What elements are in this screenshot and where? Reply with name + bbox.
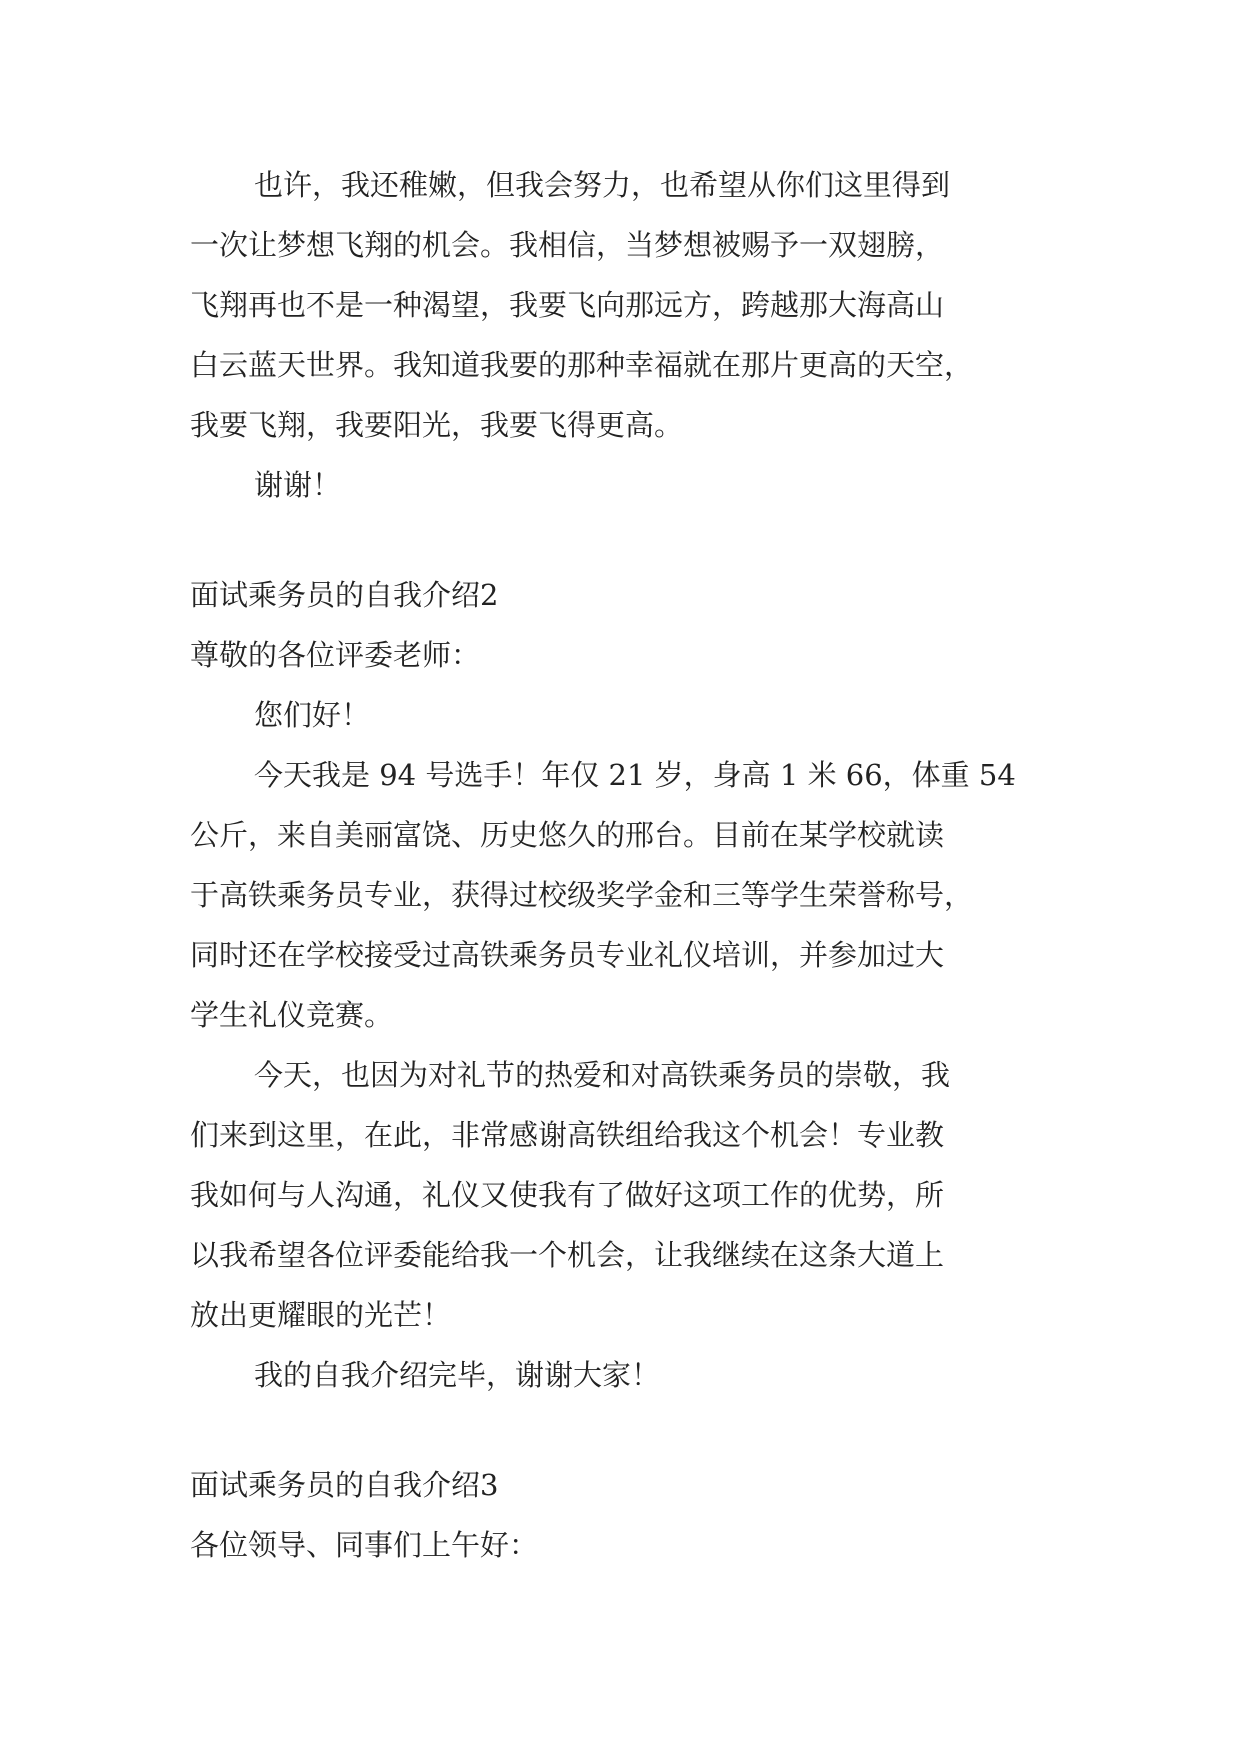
section-heading: 面试乘务员的自我介绍2 (190, 578, 499, 612)
salutation: 各位领导、同事们上午好： (190, 1528, 539, 1562)
paragraph-line: 一次让梦想飞翔的机会。我相信，当梦想被赐予一双翅膀， (190, 228, 945, 262)
salutation: 尊敬的各位评委老师： (190, 638, 481, 672)
paragraph-line: 于高铁乘务员专业，获得过校级奖学金和三等学生荣誉称号， (190, 878, 974, 912)
paragraph-line: 同时还在学校接受过高铁乘务员专业礼仪培训，并参加过大 (190, 938, 945, 972)
closing-text: 谢谢！ (254, 468, 342, 502)
paragraph-line: 以我希望各位评委能给我一个机会，让我继续在这条大道上 (190, 1238, 945, 1272)
paragraph-line: 今天我是 94 号选手！年仅 21 岁，身高 1 米 66，体重 54 (254, 758, 1016, 792)
greeting: 您们好！ (254, 698, 371, 732)
closing-text: 我的自我介绍完毕，谢谢大家！ (254, 1358, 661, 1392)
paragraph-line: 飞翔再也不是一种渴望，我要飞向那远方，跨越那大海高山 (190, 288, 945, 322)
paragraph-line: 也许，我还稚嫩，但我会努力，也希望从你们这里得到 (254, 168, 951, 202)
paragraph-line: 们来到这里，在此，非常感谢高铁组给我这个机会！专业教 (190, 1118, 945, 1152)
paragraph-line: 今天，也因为对礼节的热爱和对高铁乘务员的崇敬，我 (254, 1058, 951, 1092)
paragraph-line: 公斤，来自美丽富饶、历史悠久的邢台。目前在某学校就读 (190, 818, 945, 852)
paragraph-line: 我要飞翔，我要阳光，我要飞得更高。 (190, 408, 684, 442)
paragraph-line: 白云蓝天世界。我知道我要的那种幸福就在那片更高的天空， (190, 348, 974, 382)
section-heading: 面试乘务员的自我介绍3 (190, 1468, 499, 1502)
paragraph-line: 我如何与人沟通，礼仪又使我有了做好这项工作的优势，所 (190, 1178, 945, 1212)
paragraph-line: 学生礼仪竞赛。 (190, 998, 394, 1032)
paragraph-line: 放出更耀眼的光芒！ (190, 1298, 452, 1332)
